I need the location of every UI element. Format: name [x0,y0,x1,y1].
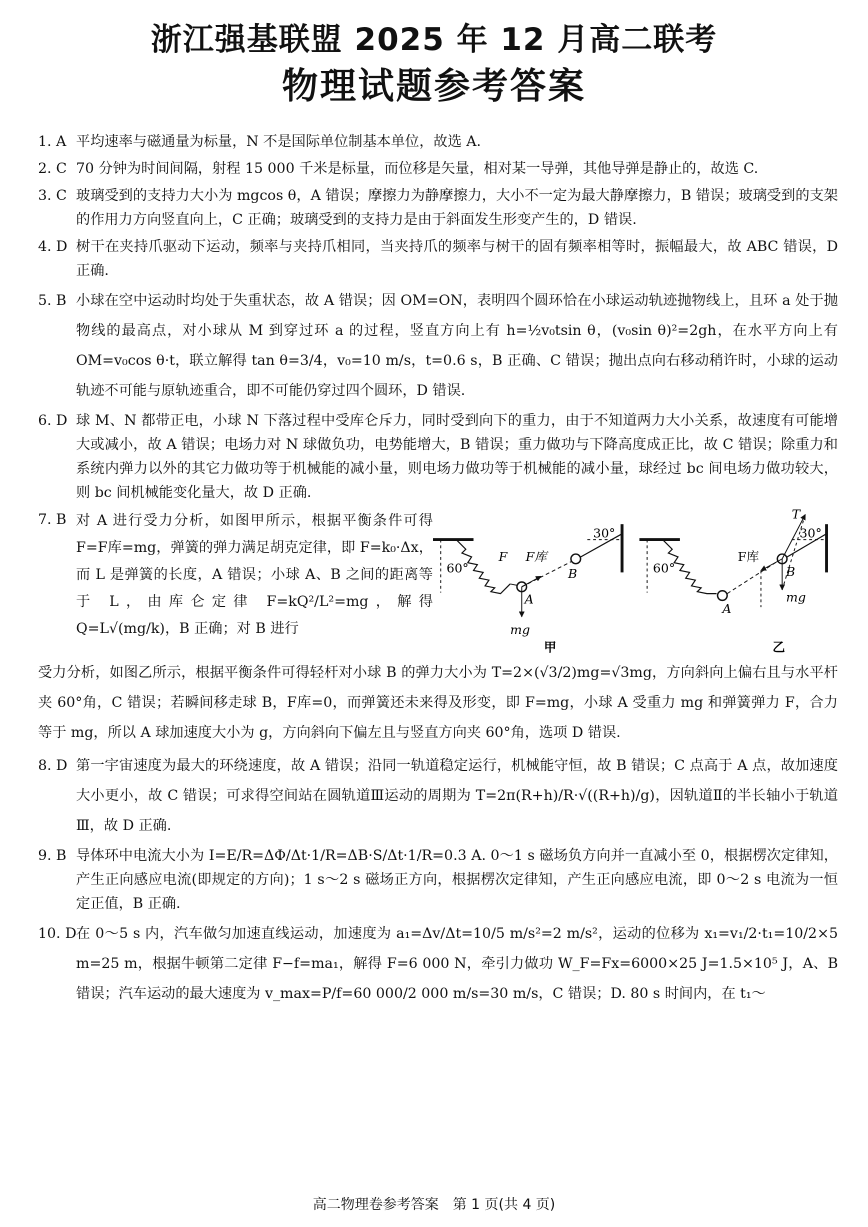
caption-jia: 甲 [543,639,557,655]
coulomb-force-label: F库 [525,548,547,564]
answer-item [38,409,838,505]
answer-key-subtitle: 物理试题参考答案 [281,66,586,107]
tension-T-label: T [791,508,801,522]
answer-number: 7. B [38,512,67,528]
angle-60-label: 60° [652,560,675,576]
force-diagrams [433,508,838,658]
gravity-label: mg [785,589,806,605]
point-B-label: B [567,566,578,582]
answer-item [38,286,838,406]
answer-text: 在 0～5 s 内，汽车做匀加速直线运动，加速度为 a₁=Δv/Δt=10/5 m/s²=2 m/s²，运动的位移为 x₁=v₁/2·t₁=10/2×5 m=25 m，根据牛顿第二定律 F−f=ma₁，解得 F=6 000 N，牵引力做功 W_F=Fx=6000×25 J=1.5×10⁵ J，A、B 错误；汽车运动的最大速度为 v_max=P/f=60 000/2 000 m/s=30 m/s，C 错误；D. 80 s 时间内，在 t₁～ [76,926,838,1002]
answer-text: 导体环中电流大小为 I=E/R=ΔΦ/Δt·1/R=ΔB·S/Δt·1/R=0.3 A. 0～1 s 磁场负方向并一直减小至 0，根据楞次定律知，产生正向感应电流(即规定的方向)；1 s～2 s 磁场正方向，根据楞次定律知，产生正向感应电流，即 0～2 s 电流为一恒定正值，B 正确. [76,848,838,912]
answer-item [38,130,838,154]
force-F-label: F [498,548,508,564]
answer-number: 1. A [38,134,67,150]
point-A-label: A [524,591,534,607]
answer-text: 对 A 进行受力分析，如图甲所示，根据平衡条件可得 F=F库=mg，弹簧的弹力满足胡克定律，即 F=k₀·Δx，而 L 是弹簧的长度，A 错误；小球 A、B 之间的距离等于 L，由库仑定律 F=kQ²/L²=mg，解得 Q=L√(mg/k)，B 正确；对 B 进行 [76,513,433,637]
answer-number: 2. C [38,161,67,177]
caption-yi: 乙 [772,639,785,655]
answer-text-continued: 受力分析，如图乙所示，根据平衡条件可得轻杆对小球 B 的弹力大小为 T=2×(√3/2)mg=√3mg，方向斜向上偏右且与水平杆夹 60°角，C 错误；若瞬间移走球 B，F库=0，而弹簧还未来得及形变，即 F=mg，小球 A 受重力 mg 和弹簧弹力 F，合力等于 mg，所以 A 球加速度大小为 g，方向斜向下偏左且与竖直方向夹 60°角，选项 D 错误. [38,665,838,741]
answer-number: 5. B [38,293,67,309]
answer-item [38,508,838,748]
point-B-label: B [785,564,796,580]
diagram-left [433,524,622,654]
answer-text: 球 M、N 都带正电，小球 N 下落过程中受库仑斥力，同时受到向下的重力，由于不知道两力大小关系，故速度有可能增大或减小，故 A 错误；电场力对 N 球做负功，电势能增大，B 错误；重力做功与下降高度成正比，故 C 错误；除重力和系统内弹力以外的其它力做功等于机械能的减小量，则电场力做功等于机械能的减小量，球经过 bc 间电场力做功较大，则 bc 间机械能变化量大，故 D 正确. [76,413,838,501]
answer-item [38,751,838,841]
answers-body [38,130,838,1012]
coulomb-force-label: F库 [737,548,759,564]
answer-number: 10. D [38,926,77,942]
diagram-right [639,508,826,654]
answer-item [38,919,838,1009]
answer-number: 3. C [38,188,67,204]
answer-text: 70 分钟为时间间隔，射程 15 000 千米是标量，而位移是矢量，相对某一导弹，其他导弹是静止的，故选 C. [76,161,759,177]
angle-30-label: 30° [799,525,822,541]
answer-item [38,157,838,181]
answer-number: 6. D [38,413,68,429]
gravity-label: mg [510,622,530,638]
answer-7-row [76,508,838,658]
answer-item [38,844,838,916]
answer-text: 树干在夹持爪驱动下运动，频率与夹持爪相同，当夹持爪的频率与树干的固有频率相等时，振幅最大，故 ABC 错误，D 正确. [76,239,838,279]
answer-number: 9. B [38,848,67,864]
page-footer: 高二物理卷参考答案 第 1 页(共 4 页) [312,1197,556,1213]
answer-number: 4. D [38,239,68,255]
point-A-label: A [722,600,732,616]
answer-text: 第一宇宙速度为最大的环绕速度，故 A 错误；沿同一轨道稳定运行，机械能守恒，故 B 错误；C 点高于 A 点，故加速度大小更小，故 C 错误；可求得空间站在圆轨道Ⅲ运动的周期为 T=2π(R+h)/R·√((R+h)/g)，因轨道Ⅱ的半长轴小于轨道Ⅲ，故 D 正确. [76,758,838,834]
answer-number: 8. D [38,758,68,774]
answer-item [38,235,838,283]
exam-title: 浙江强基联盟 2025 年 12 月高二联考 [150,22,718,58]
answer-item [38,184,838,232]
angle-60-label: 60° [446,560,469,576]
answer-text: 小球在空中运动时均处于失重状态，故 A 错误；因 OM=ON，表明四个圆环恰在小球运动轨迹抛物线上，且环 a 处于抛物线的最高点，对小球从 M 到穿过环 a 的过程，竖直方向上有 h=½v₀tsin θ，(v₀sin θ)²=2gh，在水平方向上有 OM=v₀cos θ·t，联立解得 tan θ=3/4，v₀=10 m/s，t=0.6 s，B 正确、C 错误；抛出点向右移动稍许时，小球的运动轨迹不可能与原轨迹重合，即不可能仍穿过四个圆环，D 错误. [76,293,838,399]
angle-30-label: 30° [593,525,616,541]
answer-text: 玻璃受到的支持力大小为 mgcos θ，A 错误；摩擦力为静摩擦力，大小不一定为最大静摩擦力，B 错误；玻璃受到的支架的作用力方向竖直向上，C 正确；玻璃受到的支持力是由于斜面发生形变产生的，D 错误. [76,188,838,228]
answer-text: 平均速率与磁通量为标量，N 不是国际单位制基本单位，故选 A. [76,134,482,150]
